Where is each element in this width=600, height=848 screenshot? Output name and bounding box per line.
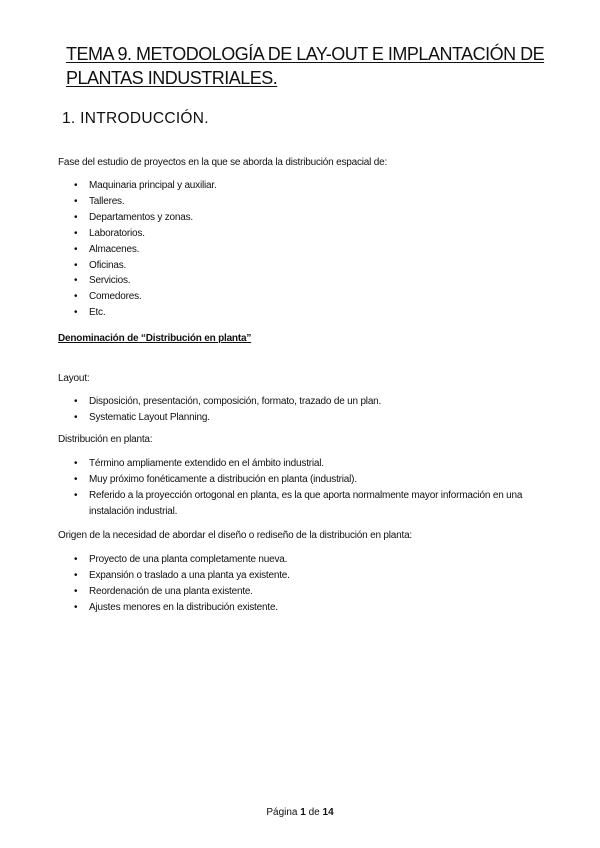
section-title: 1. INTRODUCCIÓN.	[62, 110, 209, 127]
list-item: • Expansión o traslado a una planta ya existente.	[58, 568, 558, 584]
bullet-icon: •	[74, 585, 78, 597]
bullet-icon: •	[74, 489, 78, 501]
bullet-icon: •	[74, 211, 78, 223]
layout-label: Layout:	[58, 373, 90, 384]
list-item: • Referido a la proyección ortogonal en planta, es la que aporta normalmente mayor información en una instalación industrial.	[74, 489, 523, 517]
list-item: • Servicios.	[58, 273, 558, 289]
bullet-icon: •	[74, 458, 78, 469]
page-number: Página 1 de 14	[266, 807, 334, 818]
bullet-icon: •	[74, 275, 78, 287]
list-item: • Comedores.	[58, 289, 558, 305]
intro-list	[58, 178, 558, 321]
current-page: 1	[300, 807, 306, 818]
total-pages: 14	[322, 807, 334, 818]
bullet-icon: •	[74, 180, 78, 191]
bullet-icon: •	[74, 601, 78, 613]
bullet-icon: •	[74, 259, 78, 271]
list-item: • Muy próximo fonéticamente a distribución en planta (industrial).	[58, 472, 558, 488]
list-item: • Proyecto de una planta completamente nueva.	[58, 552, 558, 568]
list-item: • Almacenes.	[58, 242, 558, 258]
list-item: • Laboratorios.	[58, 226, 558, 242]
document-title: TEMA 9. METODOLOGÍA DE LAY-OUT E IMPLANTACIÓN DE PLANTAS INDUSTRIALES.	[66, 44, 545, 88]
list-item: • Departamentos y zonas.	[58, 210, 558, 226]
bullet-icon: •	[74, 473, 78, 485]
layout-list	[58, 394, 558, 426]
denominacion-heading: Denominación de “Distribución en planta”	[58, 333, 252, 344]
bullet-icon: •	[74, 227, 78, 239]
list-item: • Disposición, presentación, composición, formato, trazado de un plan.	[58, 394, 558, 410]
origen-list	[58, 552, 558, 616]
list-item: • Ajustes menores en la distribución existente.	[58, 600, 558, 616]
intro-paragraph: Fase del estudio de proyectos en la que se aborda la distribución espacial de:	[58, 157, 388, 168]
bullet-icon: •	[74, 291, 78, 303]
list-item: • Reordenación de una planta existente.	[58, 584, 558, 600]
list-item: • Oficinas.	[58, 258, 558, 274]
list-item: • Systematic Layout Planning.	[58, 410, 558, 426]
bullet-icon: •	[74, 243, 78, 255]
bullet-icon: •	[74, 554, 78, 565]
origen-paragraph: Origen de la necesidad de abordar el diseño o rediseño de la distribución en planta:	[58, 530, 413, 541]
list-item: • Etc.	[58, 305, 558, 321]
list-item: • Talleres.	[58, 194, 558, 210]
bullet-icon: •	[74, 569, 78, 581]
bullet-icon: •	[74, 411, 78, 423]
list-item: • Término ampliamente extendido en el ámbito industrial.	[58, 456, 558, 472]
bullet-icon: •	[74, 195, 78, 207]
distribucion-label: Distribución en planta:	[58, 434, 153, 445]
bullet-icon: •	[74, 307, 78, 319]
distribucion-list	[58, 456, 558, 520]
bullet-icon: •	[74, 396, 78, 407]
list-item: • Maquinaria principal y auxiliar.	[58, 178, 558, 194]
